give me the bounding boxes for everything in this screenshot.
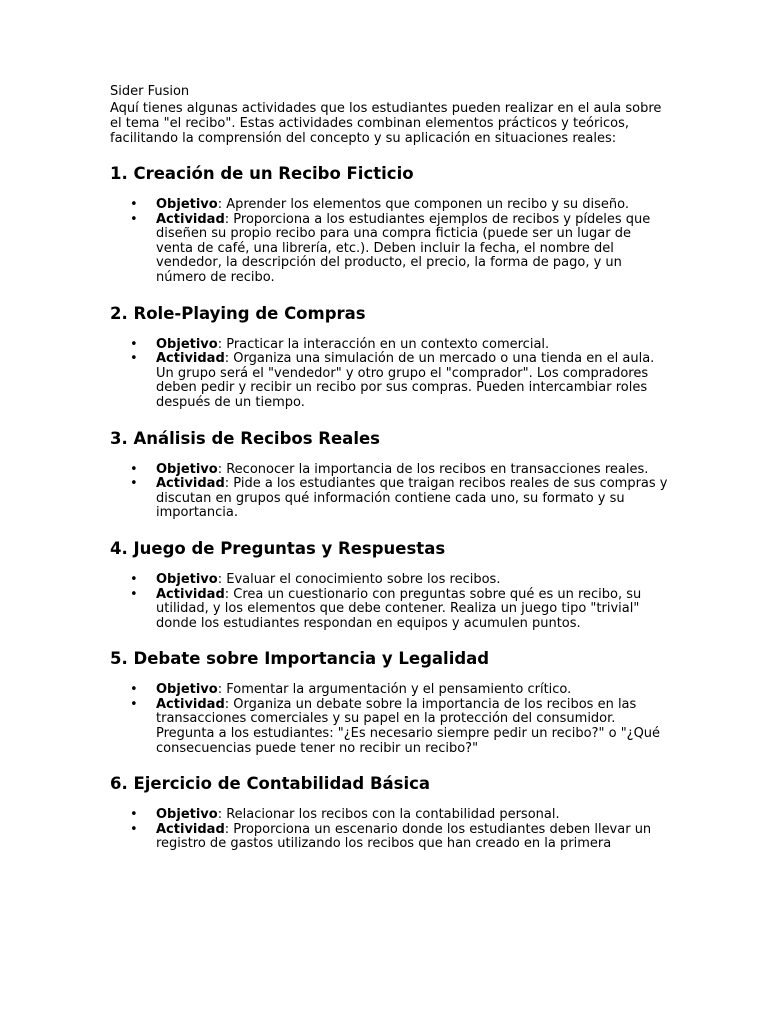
bullet-icon: • [130, 211, 138, 227]
item-label: Objetivo [156, 336, 218, 352]
item-text: : Proporciona un escenario donde los estudiantes deben llevar un registro de gastos utilizando los recibos que han creado en la primera [156, 821, 652, 852]
bullet-list [110, 808, 670, 852]
list-item [110, 477, 670, 521]
bullet-list [110, 463, 670, 521]
section-heading: 4. Juego de Preguntas y Respuestas [110, 538, 446, 558]
list-item [110, 698, 670, 756]
list-item [110, 352, 670, 410]
list-item [110, 198, 670, 213]
item-label: Actividad [156, 821, 225, 837]
bullet-icon: • [130, 476, 138, 492]
item-text: : Pide a los estudiantes que traigan recibos reales de sus compras y discutan en grupos qué información contiene cada uno, su formato y su importancia. [156, 476, 668, 521]
item-text: : Crea un cuestionario con preguntas sobre qué es un recibo, su utilidad, y los elementos que debe contener. Realiza un juego tipo "trivial" donde los estudiantes respondan en equipos y acumulen puntos. [156, 586, 642, 631]
source-label: Sider Fusion [110, 84, 190, 99]
item-text: : Organiza una simulación de un mercado o una tienda en el aula. Un grupo será el "vendedor" y otro grupo el "comprador". Los compradores deben pedir y recibir un recibo por sus compras. Pueden intercambiar roles después de un tiempo. [156, 351, 655, 410]
section-heading: 1. Creación de un Recibo Ficticio [110, 164, 414, 183]
section-5 [110, 649, 670, 756]
list-item [110, 823, 670, 852]
item-label: Objetivo [156, 197, 218, 212]
document-page [110, 84, 670, 852]
bullet-list [110, 198, 670, 286]
bullet-icon: • [130, 807, 138, 823]
bullet-list [110, 683, 670, 756]
bullet-list [110, 338, 670, 411]
item-text: : Aprender los elementos que componen un recibo y su diseño. [217, 197, 630, 212]
item-text: : Evaluar el conocimiento sobre los recibos. [217, 571, 501, 587]
item-label: Objetivo [156, 461, 218, 477]
section-heading: 2. Role-Playing de Compras [110, 303, 366, 323]
bullet-icon: • [130, 821, 138, 837]
bullet-icon: • [130, 586, 138, 602]
item-label: Objetivo [156, 807, 218, 823]
bullet-icon: • [130, 351, 138, 367]
item-text: : Reconocer la importancia de los recibos en transacciones reales. [217, 461, 649, 477]
list-item [110, 683, 670, 698]
section-heading: 3. Análisis de Recibos Reales [110, 428, 380, 448]
item-text: : Organiza un debate sobre la importancia de los recibos en las transacciones comerciales y su papel en la protección del consumidor. Pregunta a los estudiantes: "¿Es necesario siempre pedir un recibo?" o "¿Qué consecuencias puede tener no recibir un recibo?" [156, 696, 661, 756]
list-item [110, 338, 670, 353]
item-label: Actividad [156, 696, 225, 712]
item-text: : Relacionar los recibos con la contabilidad personal. [217, 807, 560, 823]
bullet-list [110, 573, 670, 631]
section-4 [110, 539, 670, 631]
list-item [110, 573, 670, 588]
item-label: Actividad [156, 211, 225, 227]
item-label: Actividad [156, 586, 225, 602]
section-3 [110, 429, 670, 521]
item-text: : Proporciona a los estudiantes ejemplos de recibos y pídeles que diseñen su propio recibo para una compra ficticia (puede ser un lugar de venta de café, una librería, etc.). Deben incluir la fecha, el nombre del vendedor, la descripción del producto, el precio, la forma de pago, y un número de recibo. [156, 211, 651, 285]
item-text: : Practicar la interacción en un contexto comercial. [217, 336, 550, 352]
bullet-icon: • [130, 696, 138, 712]
bullet-icon: • [130, 336, 138, 352]
bullet-icon: • [130, 197, 138, 212]
section-1 [110, 164, 670, 286]
list-item [110, 808, 670, 823]
item-text: : Fomentar la argumentación y el pensamiento crítico. [217, 682, 572, 698]
list-item [110, 213, 670, 286]
item-label: Actividad [156, 351, 225, 367]
section-heading: 5. Debate sobre Importancia y Legalidad [110, 649, 490, 669]
bullet-icon: • [130, 682, 138, 698]
item-label: Objetivo [156, 682, 218, 698]
bullet-icon: • [130, 461, 138, 477]
list-item [110, 588, 670, 632]
section-2 [110, 304, 670, 411]
section-6 [110, 774, 670, 852]
intro-paragraph: Aquí tienes algunas actividades que los estudiantes pueden realizar en el aula sobre el tema "el recibo". Estas actividades combinan elementos prácticos y teóricos, facilitando la comprensión del concepto y su aplicación en situaciones reales: [110, 101, 662, 146]
list-item [110, 463, 670, 478]
sections-container [110, 164, 670, 852]
bullet-icon: • [130, 571, 138, 587]
item-label: Objetivo [156, 571, 218, 587]
item-label: Actividad [156, 476, 225, 492]
section-heading: 6. Ejercicio de Contabilidad Básica [110, 774, 431, 794]
